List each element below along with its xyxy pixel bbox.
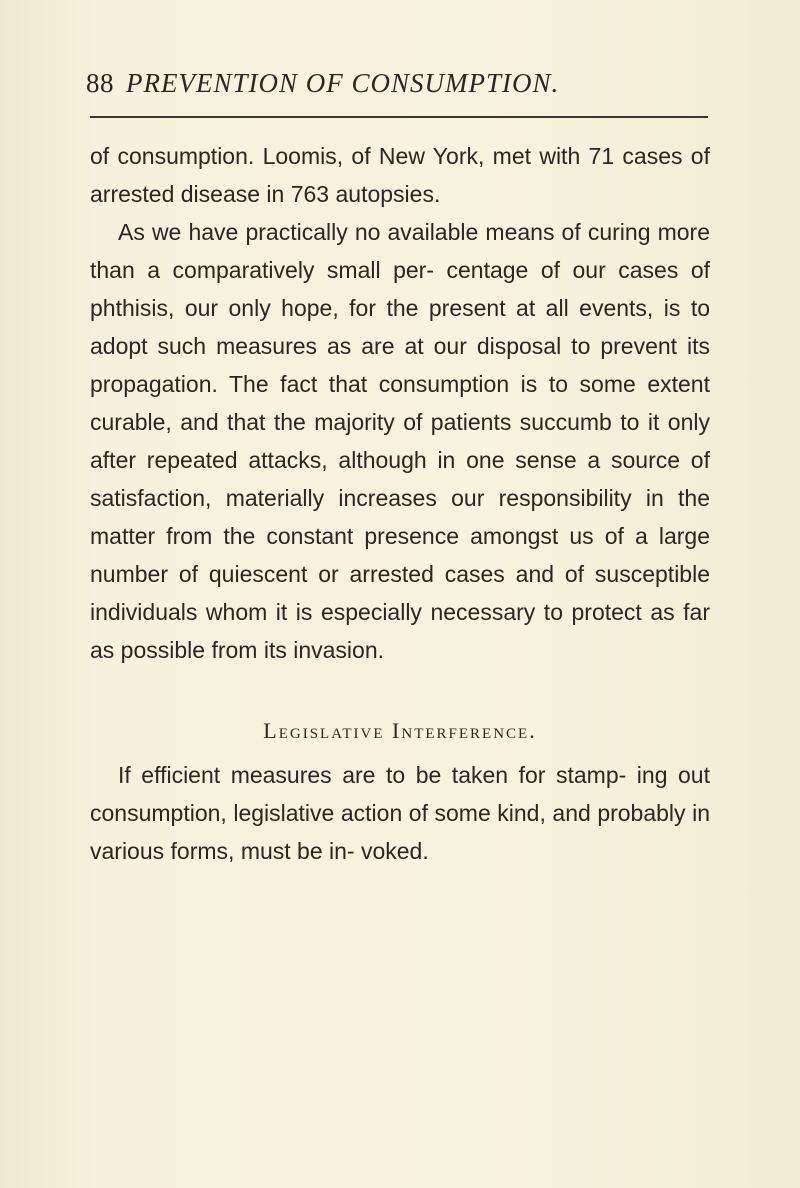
body-text xyxy=(90,137,710,870)
section-heading: Legislative Interference. xyxy=(263,718,537,743)
running-head xyxy=(86,66,726,100)
running-title: PREVENTION OF CONSUMPTION. xyxy=(126,68,560,98)
paragraph-prevention: As we have practically no available means of curing more than a comparatively small per- centage of our cases of phthisis, our only hope, for the present at all events, is to adopt such measures as are at our disposal to prevent its propagation. The fact that consumption is to some extent curable, and that the majority of patients succumb to it only after repeated attacks, although in one sense a source of satisfaction, materially increases our responsibility in the matter from the constant presence amongst us of a large number of quiescent or arrested cases and of susceptible individuals whom it is especially necessary to protect as far as possible from its invasion. xyxy=(90,219,710,663)
paragraph-legislation: If efficient measures are to be taken for stamp- ing out consumption, legislative action of some kind, and probably in various forms, must be in- voked. xyxy=(90,762,710,864)
header-rule xyxy=(90,116,708,118)
paragraph-continued: of consumption. Loomis, of New York, met with 71 cases of arrested disease in 763 autopsies. xyxy=(90,143,710,207)
page-number: 88 xyxy=(86,68,114,98)
